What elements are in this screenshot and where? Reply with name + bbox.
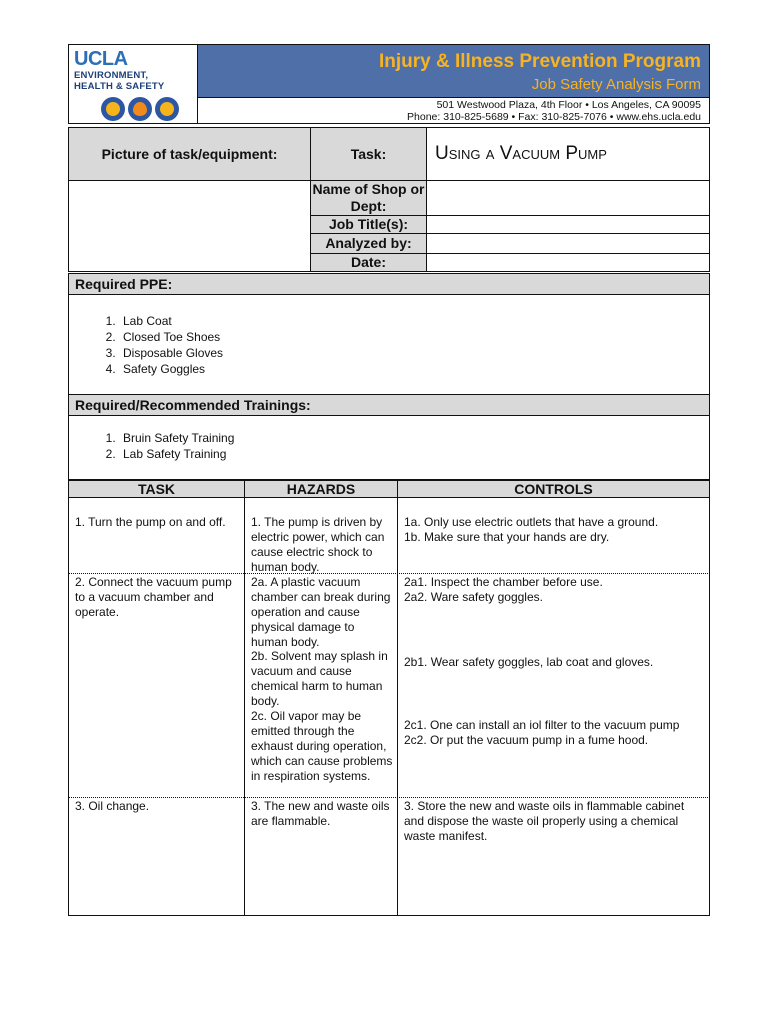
date-field[interactable]	[426, 253, 710, 272]
program-title: Injury & Illness Prevention Program	[378, 51, 701, 72]
trainings-list	[68, 416, 710, 480]
table-row-control: 2c1. One can install an iol filter to the vacuum pump	[404, 718, 680, 732]
table-row-task: 2. Connect the vacuum pump to a vacuum chamber and operate.	[75, 575, 232, 619]
ucla-ehs-logo	[68, 44, 198, 124]
job-title-label: Job Title(s):	[310, 215, 427, 234]
controls-column-header: CONTROLS	[397, 480, 710, 498]
task-column-header: TASK	[68, 480, 245, 498]
ppe-heading: Required PPE:	[68, 273, 710, 295]
training-item: 2. Lab Safety Training	[119, 446, 709, 462]
table-row-hazard: 2c. Oil vapor may be emitted through the exhaust during operation, which can cause problems in respiration systems.	[251, 709, 393, 783]
ppe-item: 2. Closed Toe Shoes	[119, 329, 709, 345]
logo-line1: ENVIRONMENT,	[74, 70, 149, 81]
trainings-heading: Required/Recommended Trainings:	[68, 394, 710, 416]
address-block	[198, 98, 710, 124]
row-divider	[68, 797, 710, 798]
shop-field[interactable]	[426, 180, 710, 216]
table-row-control: 3. Store the new and waste oils in flammable cabinet and dispose the waste oil properly using a chemical waste manifest.	[404, 799, 685, 843]
table-row-hazard: 2a. A plastic vacuum chamber can break during operation and cause physical damage to human body.	[251, 575, 391, 649]
table-row-control: 2b1. Wear safety goggles, lab coat and gloves.	[404, 655, 654, 669]
table-row-control: 2a2. Ware safety goggles.	[404, 590, 543, 604]
contact-line: Phone: 310-825-5689 • Fax: 310-825-7076 • www.ehs.ucla.edu	[407, 111, 701, 123]
shop-label: Name of Shop or Dept:	[310, 180, 427, 216]
ppe-item: 3. Disposable Gloves	[119, 345, 709, 361]
flame-icon	[128, 97, 152, 121]
table-row-hazard: 2b. Solvent may splash in vacuum and cause chemical harm to human body.	[251, 649, 388, 708]
table-row-task: 3. Oil change.	[75, 799, 150, 813]
picture-area	[68, 180, 311, 272]
picture-label: Picture of task/equipment:	[68, 127, 311, 181]
ppe-list	[68, 295, 710, 395]
header-banner	[198, 44, 710, 98]
table-row-control: 2a1. Inspect the chamber before use.	[404, 575, 603, 589]
table-row-control: 1b. Make sure that your hands are dry.	[404, 530, 610, 544]
logo-icons	[101, 97, 179, 121]
training-item: 1. Bruin Safety Training	[119, 430, 709, 446]
date-label: Date:	[310, 253, 427, 272]
hazards-column-header: HAZARDS	[244, 480, 398, 498]
analyzed-by-label: Analyzed by:	[310, 233, 427, 254]
form-title: Job Safety Analysis Form	[531, 76, 701, 93]
logo-line2: HEALTH & SAFETY	[74, 81, 165, 92]
logo-ucla-text: UCLA	[74, 48, 128, 70]
task-label: Task:	[310, 127, 427, 181]
address-line: 501 Westwood Plaza, 4th Floor • Los Angeles, CA 90095	[436, 99, 701, 111]
table-row-control: 1a. Only use electric outlets that have a ground.	[404, 515, 659, 529]
ppe-item: 1. Lab Coat	[119, 313, 709, 329]
table-row-hazard: 1. The pump is driven by electric power, which can cause electric shock to human body.	[251, 515, 385, 574]
controls-column	[397, 497, 710, 916]
radiation-icon	[101, 97, 125, 121]
ppe-item: 4. Safety Goggles	[119, 361, 709, 377]
table-row-task: 1. Turn the pump on and off.	[75, 515, 226, 529]
table-row-control: 2c2. Or put the vacuum pump in a fume hood.	[404, 733, 649, 747]
biohazard-icon	[155, 97, 179, 121]
table-row-hazard: 3. The new and waste oils are flammable.	[251, 799, 390, 828]
task-column	[68, 497, 245, 916]
table-bottom-border	[68, 915, 710, 916]
analyzed-by-field[interactable]	[426, 233, 710, 254]
job-title-field[interactable]	[426, 215, 710, 234]
task-title: Using a Vacuum Pump	[426, 127, 710, 181]
